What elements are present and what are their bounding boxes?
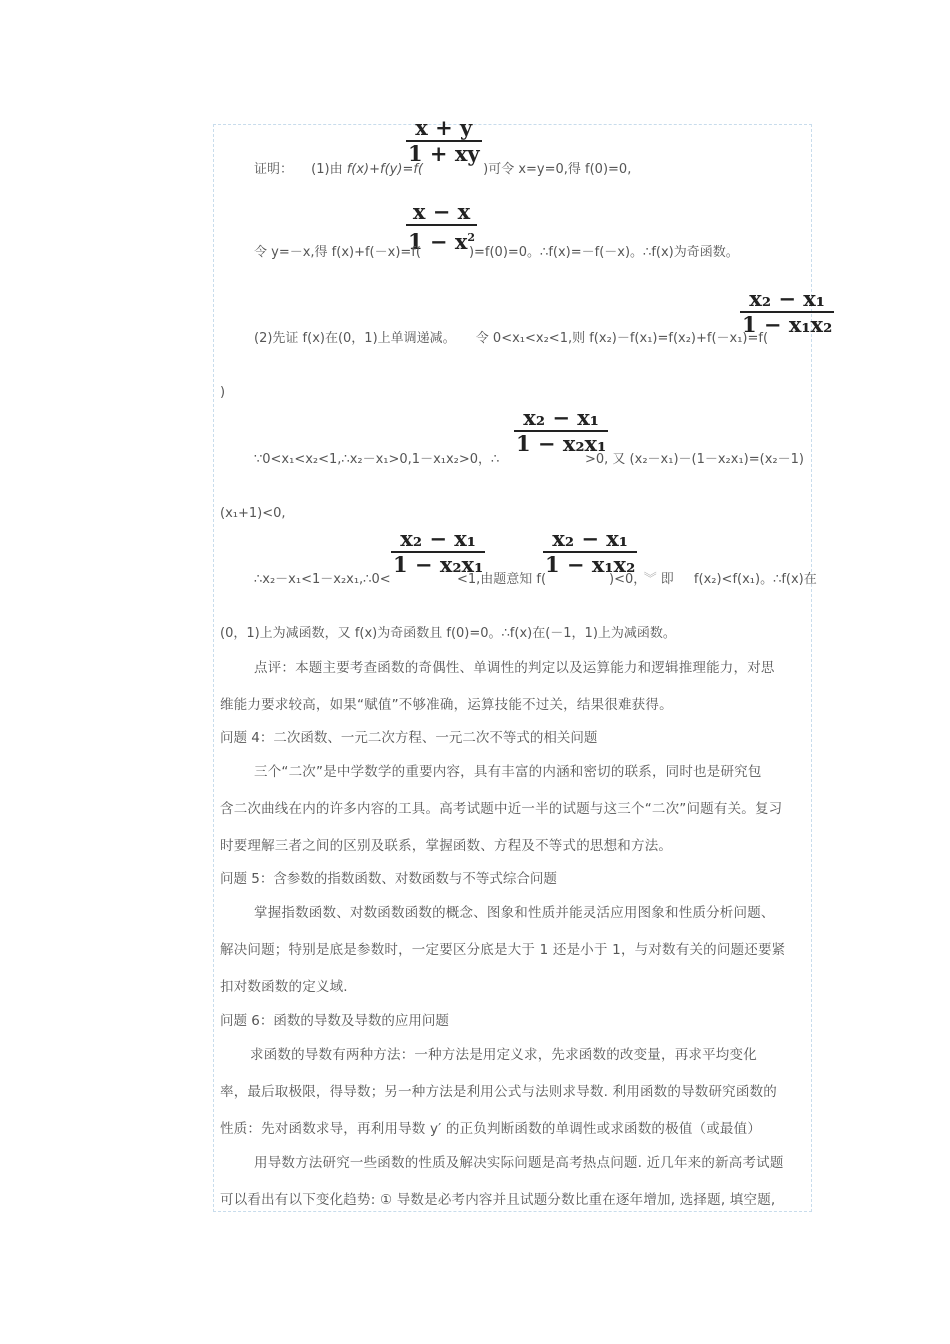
q6-line-3: 性质：先对函数求导，再利用导数 y′ 的正负判断函数的单调性或求函数的极值（或最值） [220,1121,762,1137]
fraction-denominator: 1 − x₁x₂ [742,312,833,337]
fraction-numerator: x₂ − x₁ [400,526,476,551]
proof-cont: )可令 x=y=0,得 f(0)=0, [483,162,632,177]
fraction-denominator: 1 − x₂x₁ [393,552,484,577]
q4-line-2: 含二次曲线在内的许多内容的工具。高考试题中近一半的试题与这三个“二次”问题有关。复习 [220,801,783,817]
q4-line-3: 时要理解三者之间的区别及联系，掌握函数、方程及不等式的思想和方法。 [220,838,673,854]
double-chevron-icon: ︾ [643,572,657,587]
fraction-numerator: x₂ − x₁ [523,405,599,430]
q5-line-2: 解决问题；特别是底是参数时，一定要区分底是大于 1 还是小于 1，与对数有关的问题还要紧 [220,942,786,958]
question-6-title: 问题 6：函数的导数及导数的应用问题 [220,1013,449,1029]
q6-line-5: 可以看出有以下变化趋势: ① 导数是必考内容并且试题分数比重在逐年增加, 选择题, 填空题, [220,1192,776,1208]
proof-expr: f(x)+f(y)=f( [346,162,423,177]
fraction-numerator: x₂ − x₁ [552,526,628,551]
proof-line-6c: )<0， ︾ 即 f(x₂)<f(x₁)。∴f(x)在 [609,572,817,587]
proof-line-3: (2)先证 f(x)在(0，1)上单调递减。 令 0<x₁<x₂<1,则 f(x₂)－f(x₁)=f(x₂)+f(－x₁)=f( [254,331,769,346]
proof-line-4: ∵0<x₁<x₂<1,∴x₂－x₁>0,1－x₁x₂>0，∴ [254,452,500,467]
proof-line-1 [254,162,631,178]
question-5-title: 问题 5：含参数的指数函数、对数函数与不等式综合问题 [220,871,557,887]
proof-line-3-close: ) [220,385,226,400]
proof-line-7: (0，1)上为减函数，又 f(x)为奇函数且 f(0)=0。∴f(x)在(－1，1)上为减函数。 [220,626,676,641]
q5-line-1: 掌握指数函数、对数函数函数的概念、图象和性质并能灵活应用图象和性质分析问题、 [254,905,775,921]
proof-line-2: 令 y=－x,得 f(x)+f(－x)=f( )=f(0)=0。∴f(x)=－f(－x)。∴f(x)为奇函数。 [254,245,739,260]
proof-line-4b: >0, 又 (x₂－x₁)－(1－x₂x₁)=(x₂－1) [585,452,804,467]
fraction-x2-x1 [543,527,637,577]
q6-line-2: 率，最后取极限，得导数；另一种方法是利用公式与法则求导数. 利用函数的导数研究函数的 [220,1084,777,1100]
fraction-denominator: 1 + xy [408,141,480,166]
q5-line-3: 扣对数函数的定义域. [220,979,348,995]
proof-step-1: (1)由 [311,162,347,177]
proof-line-5: (x₁+1)<0, [220,506,286,521]
fraction-x-plus-y [406,116,482,166]
fraction-denominator: 1 − x₁x₂ [545,552,636,577]
fraction-numerator: x − x [412,199,471,224]
comment-line-1: 点评：本题主要考查函数的奇偶性、单调性的判定以及运算能力和逻辑推理能力，对思 [254,660,775,676]
comment-line-2: 维能力要求较高，如果“赋值”不够准确，运算技能不过关，结果很难获得。 [220,697,673,713]
q6-line-1: 求函数的导数有两种方法：一种方法是用定义求，先求函数的改变量，再求平均变化 [250,1047,757,1063]
fraction-numerator: x + y [415,115,473,140]
proof-line-6a: ∴x₂－x₁<1－x₂x₁,∴0< [254,572,391,587]
proof-line-6b: <1,由题意知 f( [457,572,547,587]
fraction-numerator: x₂ − x₁ [749,286,825,311]
fraction-x2-x1 [514,406,608,456]
question-4-title: 问题 4：二次函数、一元二次方程、一元二次不等式的相关问题 [220,730,598,746]
q6-line-4: 用导数方法研究一些函数的性质及解决实际问题是高考热点问题. 近几年来的新高考试题 [254,1155,784,1171]
proof-label: 证明： [254,162,294,177]
fraction-x2-x1 [740,287,834,337]
fraction-denominator: $1 - x^2$ [408,229,476,254]
fraction-denominator: 1 − x₂x₁ [516,431,607,456]
fraction-x2-x1 [391,527,485,577]
q4-line-1: 三个“二次”是中学数学的重要内容，具有丰富的内涵和密切的联系，同时也是研究包 [254,764,762,780]
